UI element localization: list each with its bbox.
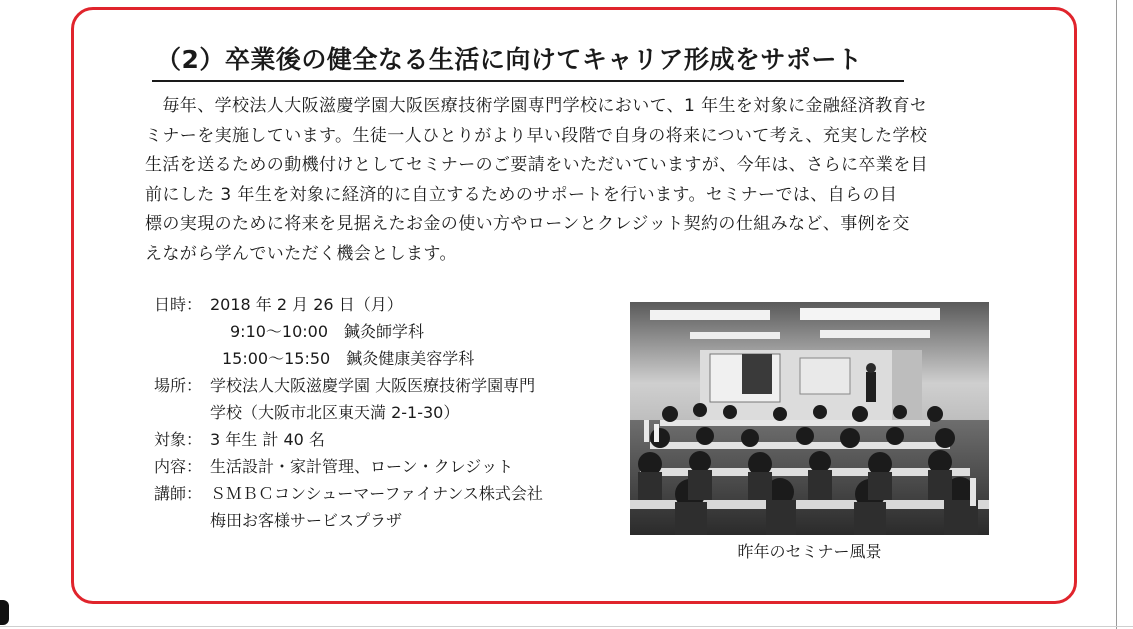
classroom-photo-image bbox=[630, 302, 989, 535]
seminar-details bbox=[154, 291, 624, 534]
photo-caption: 昨年のセミナー風景 bbox=[737, 542, 882, 561]
paragraph-line: 生活を送るための動機付けとしてセミナーのご要請をいただいていますが、今年は、さらに卒業を目 bbox=[145, 155, 928, 175]
content-value: 生活設計・家計管理、ローン・クレジット bbox=[210, 457, 514, 476]
paragraph-line: ミナーを実施しています。生徒一人ひとりがより早い段階で自身の将来について考え、充実した学校 bbox=[145, 125, 928, 146]
detail-row-place bbox=[154, 372, 624, 399]
paragraph-line: 毎年、学校法人大阪滋慶学園大阪医療技術学園専門学校において、1 年生を対象に金融経済教育セ bbox=[145, 96, 928, 116]
section-heading: （2）卒業後の健全なる生活に向けてキャリア形成をサポート bbox=[152, 42, 904, 82]
body-paragraph bbox=[145, 92, 1005, 269]
target-value: 3 年生 計 40 名 bbox=[210, 430, 325, 449]
target-label: 対象： bbox=[154, 430, 203, 449]
seminar-photo bbox=[630, 302, 989, 535]
lecturer-value: ＳＭＢＣコンシューマーファイナンス株式会社 bbox=[210, 484, 543, 503]
place-value: 学校法人大阪滋慶学園 大阪医療技術学園専門 bbox=[210, 376, 536, 395]
session-1: 9:10〜10:00 鍼灸師学科 bbox=[230, 322, 425, 341]
lecturer-label: 講師： bbox=[154, 484, 203, 503]
paragraph-line: 前にした 3 年生を対象に経済的に自立するためのサポートを行います。セミナーでは、自らの目 bbox=[145, 184, 898, 205]
session-row bbox=[154, 345, 624, 372]
lecturer-continuation bbox=[154, 507, 624, 534]
detail-row-lecturer bbox=[154, 480, 624, 507]
session-row bbox=[154, 318, 624, 345]
detail-row-content bbox=[154, 453, 624, 480]
paragraph-line: 標の実現のために将来を見据えたお金の使い方やローンとクレジット契約の仕組みなど、事例を交 bbox=[145, 214, 910, 234]
place-label: 場所： bbox=[154, 376, 203, 395]
date-value: 2018 年 2 月 26 日（月） bbox=[210, 295, 403, 314]
crop-mark bbox=[0, 600, 9, 625]
date-label: 日時： bbox=[154, 295, 203, 314]
detail-row-target bbox=[154, 426, 624, 453]
place-value-cont: 学校（大阪市北区東天満 2-1-30） bbox=[210, 403, 460, 422]
detail-row-date bbox=[154, 291, 624, 318]
content-label: 内容： bbox=[154, 457, 203, 476]
paragraph-line: えながら学んでいただく機会とします。 bbox=[145, 243, 457, 264]
session-2: 15:00〜15:50 鍼灸健康美容学科 bbox=[222, 349, 475, 368]
page-edge-right bbox=[1116, 0, 1117, 629]
lecturer-value-cont: 梅田お客様サービスプラザ bbox=[210, 511, 403, 530]
page-edge-bottom bbox=[0, 626, 1133, 627]
place-continuation bbox=[154, 399, 624, 426]
